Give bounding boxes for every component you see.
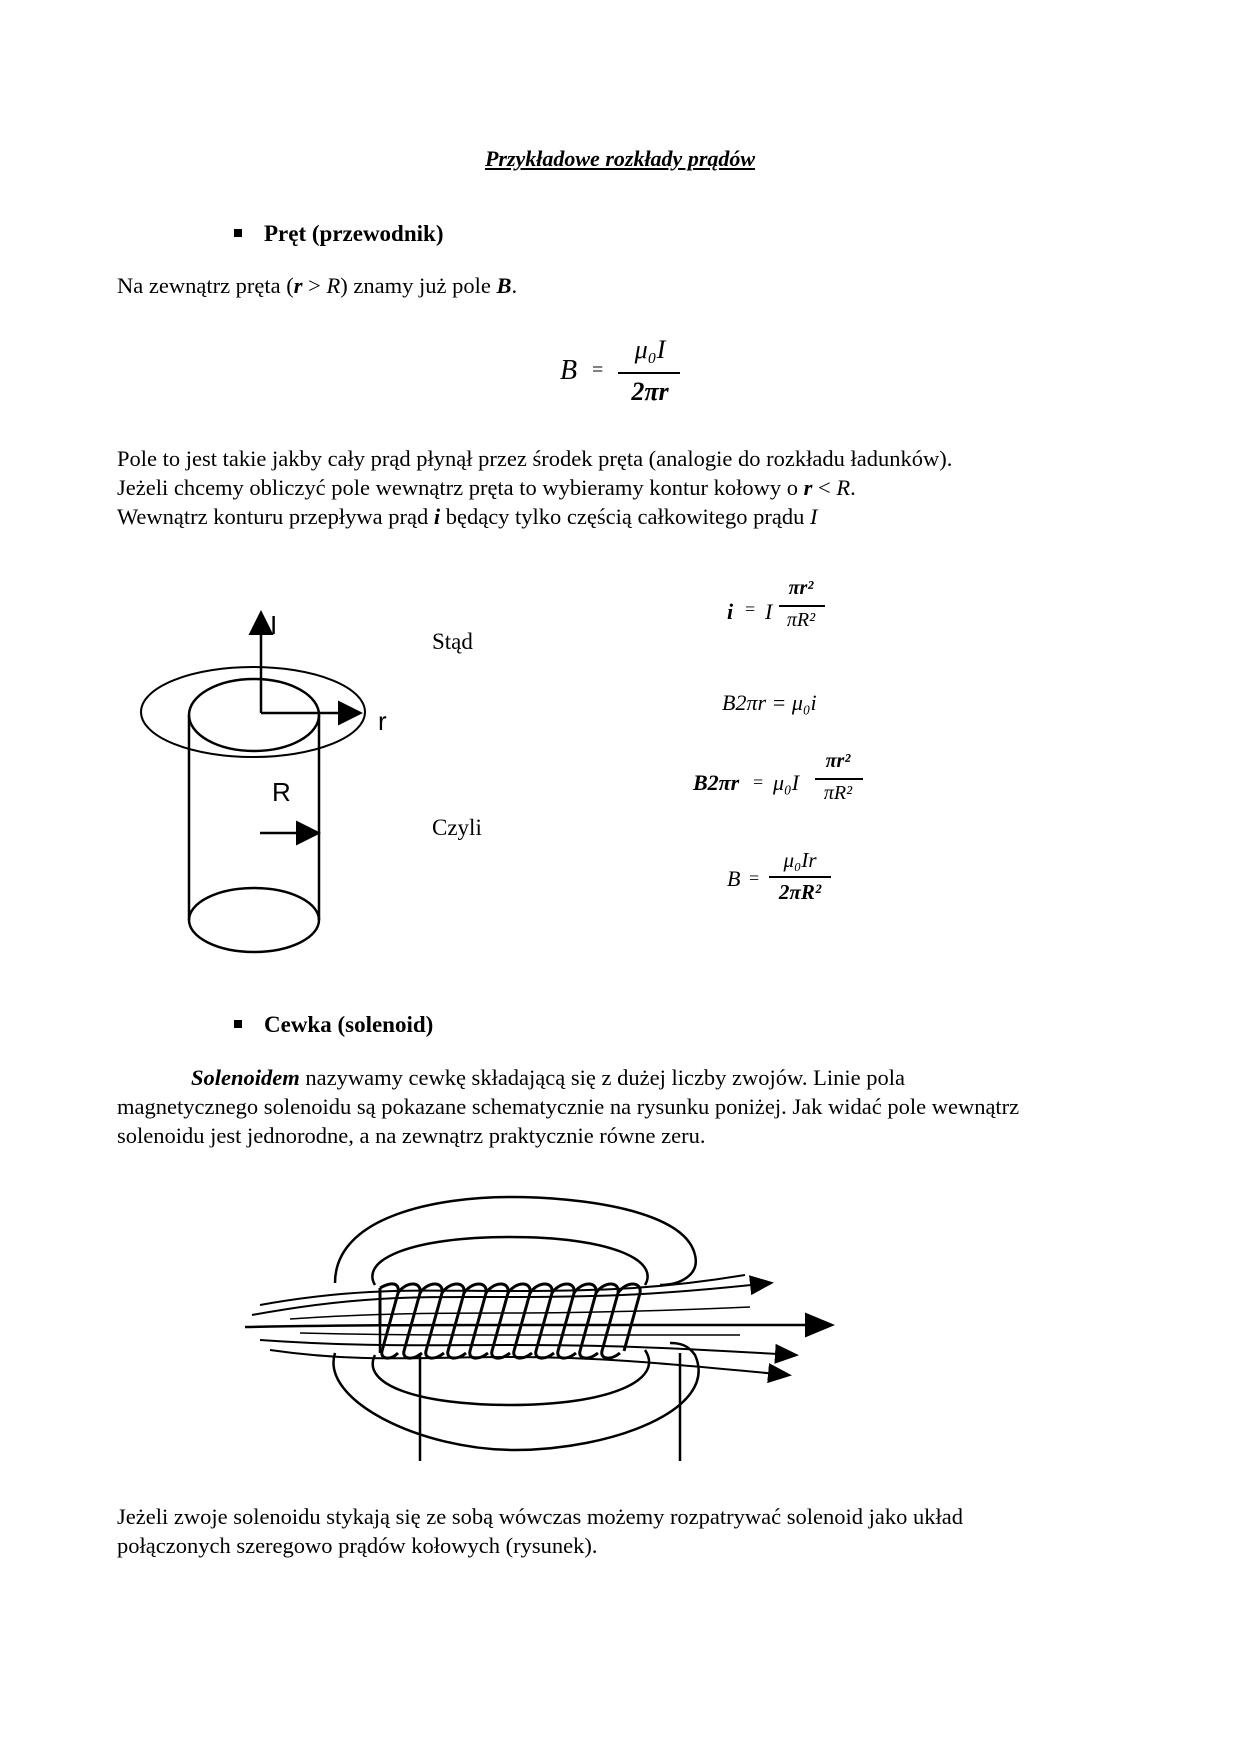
bullet-icon — [234, 229, 242, 237]
label-radius-r: r — [378, 706, 387, 736]
field-line-outer-top — [335, 1197, 696, 1285]
word-stad: Stąd — [432, 629, 473, 654]
field-line-4 — [260, 1340, 795, 1355]
fraction-bar — [815, 778, 863, 780]
cylinder-top — [189, 679, 319, 751]
section-heading-solenoid — [234, 1012, 433, 1038]
fraction-bar — [769, 876, 831, 878]
fraction-bar — [779, 605, 825, 607]
field-line-3 — [245, 1325, 830, 1327]
label-radius-R: R — [272, 777, 291, 807]
solenoid-series-note: Jeżeli zwoje solenoidu stykają się ze sobą wówczas możemy rozpatrywać solenoid jako układ połączonych szeregowo prądów kołowych (rysunek). — [117, 1504, 963, 1558]
section-heading-rod — [234, 221, 444, 247]
section-heading-text: Cewka (solenoid) — [264, 1012, 434, 1037]
equation-ampere-law: B2πr = μ₀i — [722, 690, 817, 715]
field-line-7 — [290, 1307, 750, 1319]
equation-inside-field: B = μ₀Ir 2πR² — [727, 848, 837, 910]
intro-line: Na zewnątrz pręta (r > R) znamy już pole B. — [117, 273, 518, 298]
solenoid-diagram — [240, 1185, 840, 1465]
equation-outside-field: B = μ₀I 2πr — [560, 335, 680, 415]
fraction-bar — [618, 372, 680, 374]
equation-ampere-substituted: B2πr = μ₀I πr² πR² — [693, 750, 868, 812]
field-line-2 — [260, 1275, 745, 1305]
solenoid-explanation: Solenoidem nazywamy cewkę składającą się z dużej liczby zwojów. Linie pola magnetycznego solenoidu są pokazane schematycznie na rysunku poniżej. Jak widać pole wewnątrz solenoidu jest jednorodne, a na zewnątrz praktycznie równe zeru. — [117, 1065, 1020, 1148]
section-heading-text: Pręt (przewodnik) — [264, 221, 444, 246]
rod-explanation: Pole to jest takie jakby cały prąd płynął przez środek pręta (analogie do rozkładu ładunków). Jeżeli chcemy obliczyć pole wewnątrz pręta to wybieramy kontur kołowy o r < R. Wewnątrz konturu przepływa prąd i będący tylko częścią całkowitego prądu I — [117, 446, 953, 529]
bullet-icon — [234, 1020, 242, 1028]
label-current-I: I — [270, 610, 278, 640]
field-line-inner-top — [372, 1237, 647, 1285]
word-czyli: Czyli — [432, 815, 482, 840]
page-title: Przykładowe rozkłady prądów — [484, 146, 756, 171]
equation-partial-current: i = I πr² πR² — [727, 577, 837, 629]
cylinder-bottom — [189, 888, 319, 952]
